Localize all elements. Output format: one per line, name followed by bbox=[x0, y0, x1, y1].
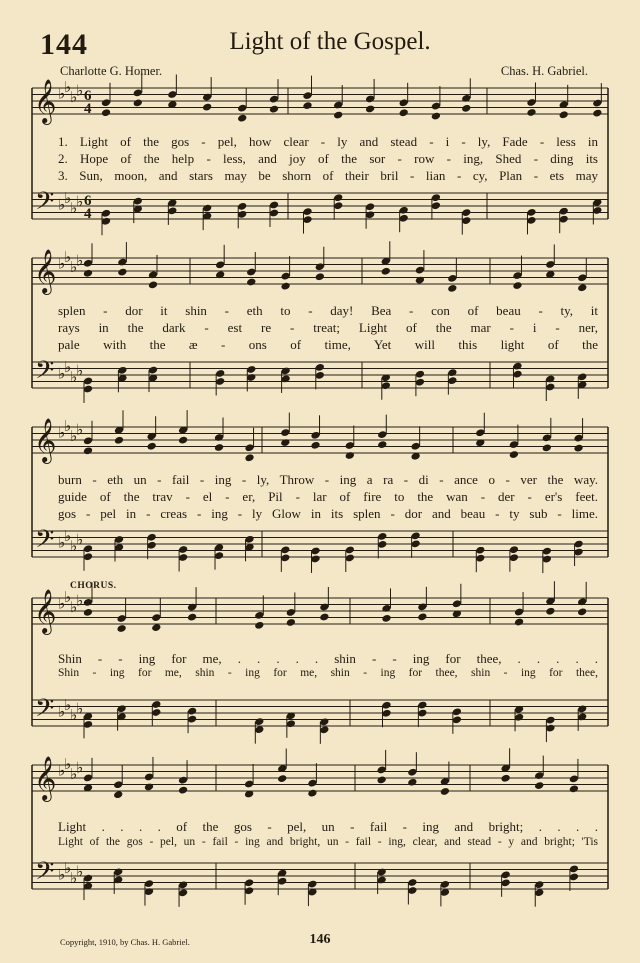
note-head bbox=[545, 607, 555, 616]
note-head bbox=[592, 109, 602, 118]
note-head bbox=[187, 613, 197, 622]
note-head bbox=[461, 104, 471, 113]
note-head bbox=[381, 267, 391, 276]
note-head bbox=[377, 440, 387, 449]
note-head bbox=[244, 453, 254, 462]
note-head bbox=[246, 278, 256, 287]
note-head bbox=[133, 98, 143, 107]
note-head bbox=[277, 774, 287, 783]
flat-sign: ♭ bbox=[70, 707, 78, 724]
flat-sign: ♭ bbox=[70, 766, 78, 783]
note-head bbox=[500, 774, 510, 783]
note-head bbox=[307, 789, 317, 798]
note-head bbox=[415, 276, 425, 285]
copyright-notice: Copyright, 1910, by Chas. H. Gabriel. bbox=[60, 937, 190, 947]
flat-sign: ♭ bbox=[76, 701, 84, 718]
flat-sign: ♭ bbox=[76, 363, 84, 380]
flat-sign: ♭ bbox=[64, 698, 72, 714]
flat-sign: ♭ bbox=[70, 200, 78, 217]
flat-sign: ♭ bbox=[70, 89, 78, 106]
treble-clef: 𝄞 bbox=[34, 756, 57, 800]
note-head bbox=[542, 443, 552, 452]
note-head bbox=[399, 108, 409, 117]
note-head bbox=[286, 618, 296, 627]
chorus-soprano-line: Shin - - ing for me, . . . . . shin - - ing for thee, . . . . . bbox=[58, 651, 598, 666]
bass-clef: 𝄢 bbox=[35, 694, 55, 729]
flat-sign: ♭ bbox=[58, 596, 66, 613]
flat-sign: ♭ bbox=[58, 763, 66, 780]
note-head bbox=[345, 451, 355, 460]
note-head bbox=[319, 613, 329, 622]
verse-2-line: guide of the trav - el - er, Pil - lar of fire to the wan - der - er's feet. bbox=[58, 489, 598, 504]
verse-2-line: rays in the dark - est re - treat; Light of the mar - i - ner, bbox=[58, 320, 598, 335]
note-head bbox=[302, 101, 312, 110]
note-head bbox=[440, 787, 450, 796]
chorus-soprano-line: Light . . . . of the gos - pel, un - fail - ing and bright; . . . . bbox=[58, 819, 598, 834]
note-head bbox=[237, 114, 247, 123]
note-head bbox=[534, 781, 544, 790]
note-head bbox=[514, 618, 524, 627]
flat-sign: ♭ bbox=[76, 864, 84, 881]
note-head bbox=[113, 790, 123, 799]
note-head bbox=[101, 108, 111, 117]
note-head bbox=[315, 272, 325, 281]
note-head bbox=[577, 283, 587, 292]
flat-sign: ♭ bbox=[64, 191, 72, 207]
verse-1-line: 1. Light of the gos - pel, how clear - ly and stead - i - ly, Fade - less in bbox=[58, 134, 598, 149]
treble-clef: 𝄞 bbox=[34, 418, 57, 462]
note-head bbox=[178, 436, 188, 445]
note-head bbox=[365, 104, 375, 113]
chorus-echo-line: Shin - ing for me, shin - ing for me, shin - ing for thee, shin - ing for thee, bbox=[58, 667, 598, 679]
flat-sign: ♭ bbox=[76, 422, 84, 439]
note-head bbox=[202, 103, 212, 112]
flat-sign: ♭ bbox=[58, 867, 66, 884]
note-head bbox=[577, 607, 587, 616]
hymn-title: Light of the Gospel. bbox=[229, 28, 431, 55]
note-head bbox=[117, 268, 127, 277]
note-head bbox=[83, 446, 93, 455]
flat-sign: ♭ bbox=[64, 419, 72, 435]
time-signature: 6 bbox=[84, 88, 92, 104]
verse-3-line: gos - pel in - creas - ing - ly Glow in its splen - dor and beau - ty sub - lime. bbox=[58, 506, 598, 521]
chorus-label: CHORUS. bbox=[70, 581, 117, 591]
flat-sign: ♭ bbox=[64, 360, 72, 376]
note-head bbox=[214, 443, 224, 452]
flat-sign: ♭ bbox=[70, 259, 78, 276]
treble-clef: 𝄞 bbox=[34, 79, 57, 123]
note-head bbox=[417, 612, 427, 621]
treble-clef: 𝄞 bbox=[34, 589, 57, 633]
verse-1-line: burn - eth un - fail - ing - ly, Throw - ing a ra - di - ance o - ver the way. bbox=[58, 472, 598, 487]
note-head bbox=[280, 438, 290, 447]
bass-clef: 𝄢 bbox=[35, 857, 55, 892]
note-head bbox=[377, 775, 387, 784]
verse-3-line: pale with the æ - ons of time, Yet will this light of the bbox=[58, 337, 598, 352]
flat-sign: ♭ bbox=[76, 760, 84, 777]
verse-3-line: 3. Sun, moon, and stars may be shorn of their bril - lian - cy, Plan - ets may bbox=[58, 168, 598, 183]
note-head bbox=[144, 782, 154, 791]
flat-sign: ♭ bbox=[64, 250, 72, 266]
time-signature: 4 bbox=[84, 101, 92, 117]
flat-sign: ♭ bbox=[76, 253, 84, 270]
verse-1-line: splen - dor it shin - eth to - day! Bea - con of beau - ty, it bbox=[58, 303, 598, 318]
flat-sign: ♭ bbox=[58, 366, 66, 383]
note-head bbox=[573, 444, 583, 453]
note-head bbox=[381, 614, 391, 623]
bass-clef: 𝄢 bbox=[35, 525, 55, 560]
note-head bbox=[509, 450, 519, 459]
note-head bbox=[114, 436, 124, 445]
page-number: 146 bbox=[309, 932, 331, 947]
note-head bbox=[148, 280, 158, 289]
flat-sign: ♭ bbox=[58, 86, 66, 103]
note-head bbox=[407, 778, 417, 787]
flat-sign: ♭ bbox=[70, 369, 78, 386]
bass-clef: 𝄢 bbox=[35, 187, 55, 222]
flat-sign: ♭ bbox=[64, 861, 72, 877]
hymn-number: 144 bbox=[40, 28, 88, 61]
note-head bbox=[569, 784, 579, 793]
flat-sign: ♭ bbox=[58, 256, 66, 273]
flat-sign: ♭ bbox=[76, 593, 84, 610]
time-signature: 4 bbox=[84, 206, 92, 222]
note-head bbox=[269, 105, 279, 114]
note-head bbox=[83, 608, 93, 617]
flat-sign: ♭ bbox=[64, 529, 72, 545]
note-head bbox=[526, 108, 536, 117]
note-head bbox=[447, 284, 457, 293]
flat-sign: ♭ bbox=[76, 532, 84, 549]
flat-sign: ♭ bbox=[70, 538, 78, 555]
flat-sign: ♭ bbox=[64, 80, 72, 96]
note-head bbox=[310, 441, 320, 450]
chorus-echo-line: Light of the gos - pel, un - fail - ing and bright, un - fail - ing, clear, and stead - y and bright; 'Tis bbox=[58, 836, 598, 848]
flat-sign: ♭ bbox=[70, 870, 78, 887]
note-head bbox=[178, 786, 188, 795]
flat-sign: ♭ bbox=[58, 425, 66, 442]
flat-sign: ♭ bbox=[58, 197, 66, 214]
note-head bbox=[333, 111, 343, 120]
note-head bbox=[512, 281, 522, 290]
verse-2-line: 2. Hope of the help - less, and joy of the sor - row - ing, Shed - ding its bbox=[58, 151, 598, 166]
note-head bbox=[559, 110, 569, 119]
composer-credit: Chas. H. Gabriel. bbox=[500, 64, 588, 78]
note-head bbox=[280, 282, 290, 291]
flat-sign: ♭ bbox=[58, 535, 66, 552]
bass-clef: 𝄢 bbox=[35, 356, 55, 391]
note-head bbox=[116, 624, 126, 633]
time-signature: 6 bbox=[84, 193, 92, 209]
flat-sign: ♭ bbox=[76, 83, 84, 100]
note-head bbox=[83, 269, 93, 278]
note-head bbox=[147, 442, 157, 451]
flat-sign: ♭ bbox=[64, 590, 72, 606]
flat-sign: ♭ bbox=[76, 194, 84, 211]
flat-sign: ♭ bbox=[58, 704, 66, 721]
author-credit: Charlotte G. Homer. bbox=[60, 64, 163, 78]
flat-sign: ♭ bbox=[70, 428, 78, 445]
note-head bbox=[254, 621, 264, 630]
flat-sign: ♭ bbox=[70, 599, 78, 616]
flat-sign: ♭ bbox=[64, 757, 72, 773]
note-head bbox=[431, 112, 441, 121]
treble-clef: 𝄞 bbox=[34, 249, 57, 293]
